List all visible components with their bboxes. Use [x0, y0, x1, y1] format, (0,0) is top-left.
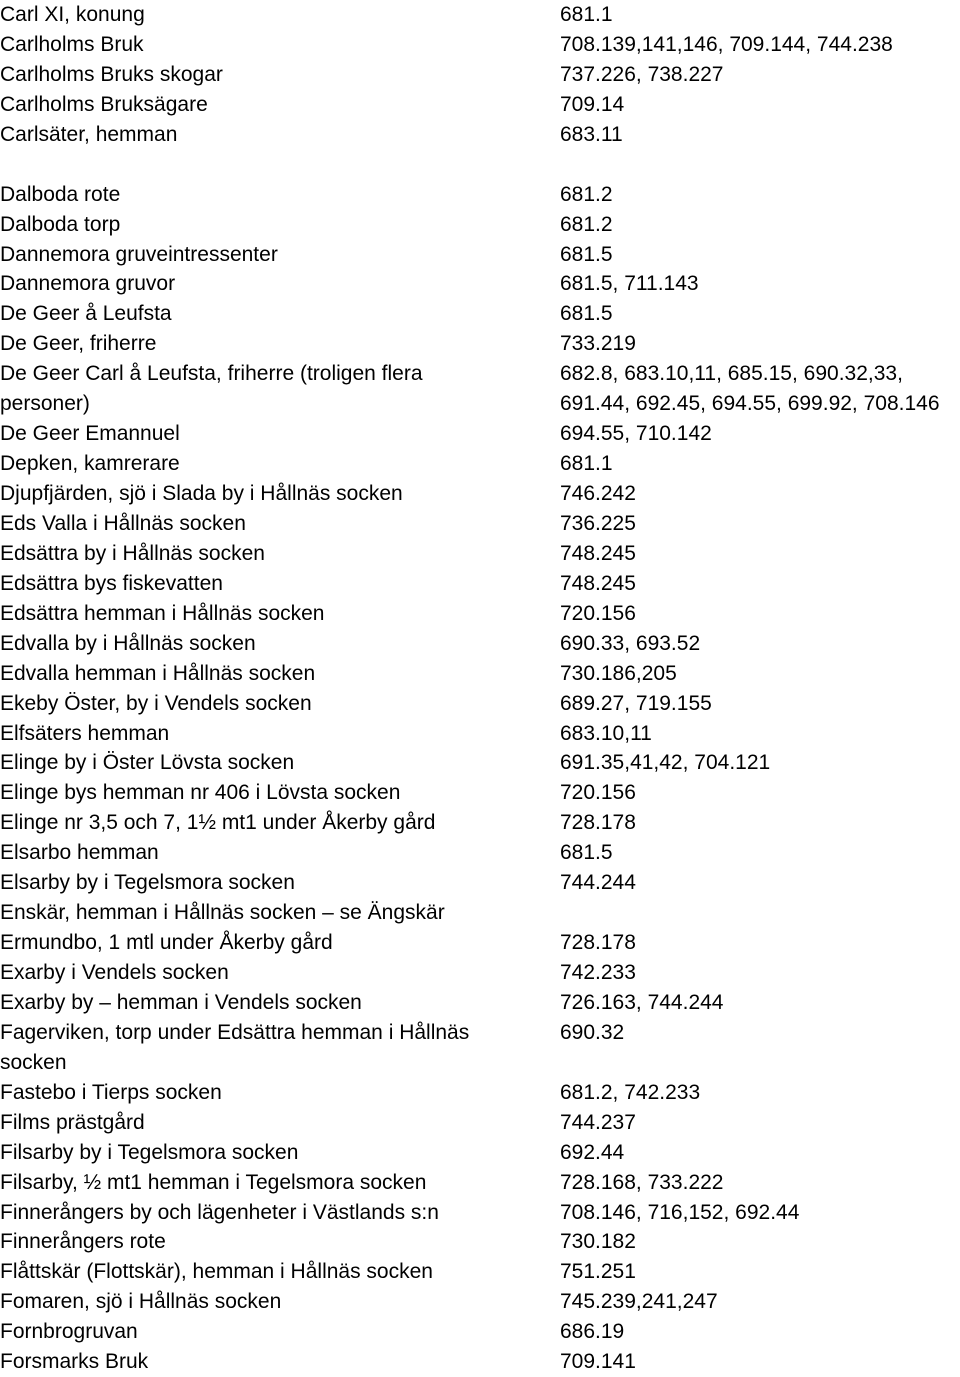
entry-reference: 751.251	[560, 1260, 636, 1284]
entry-reference: 737.226, 738.227	[560, 62, 724, 86]
index-entry	[0, 1257, 960, 1287]
entry-reference: 691.44, 692.45, 694.55, 699.92, 708.146	[560, 392, 940, 416]
entry-reference: 745.239,241,247	[560, 1290, 718, 1314]
index-entry	[0, 719, 960, 749]
entry-reference: 730.182	[560, 1230, 636, 1254]
index-entry	[0, 569, 960, 599]
index-entry	[0, 269, 960, 299]
index-entry	[0, 778, 960, 808]
entry-term: De Geer Emannuel	[0, 422, 180, 446]
index-entry	[0, 419, 960, 449]
index-entry	[0, 509, 960, 539]
entry-reference: 730.186,205	[560, 661, 677, 685]
index-entry	[0, 689, 960, 719]
index-entry	[0, 389, 960, 419]
entry-term: Elsarbo hemman	[0, 841, 159, 865]
entry-reference: 709.141	[560, 1350, 636, 1374]
entry-term: De Geer å Leufsta	[0, 302, 172, 326]
entry-reference: 748.245	[560, 571, 636, 595]
index-entry	[0, 329, 960, 359]
entry-term: Enskär, hemman i Hållnäs socken – se Ängskär	[0, 901, 445, 925]
entry-term: Fornbrogruvan	[0, 1320, 138, 1344]
entry-reference: 683.11	[560, 122, 623, 146]
index-entry	[0, 1018, 960, 1048]
entry-term: Elsarby by i Tegelsmora socken	[0, 871, 295, 895]
index-entry	[0, 748, 960, 778]
entry-term: Elinge by i Öster Lövsta socken	[0, 751, 295, 775]
entry-reference: 681.2, 742.233	[560, 1080, 701, 1104]
index-entry	[0, 988, 960, 1018]
entry-reference: 681.1	[560, 3, 613, 26]
entry-term: Carlholms Bruksägare	[0, 92, 208, 116]
entry-term: Edsättra by i Hållnäs socken	[0, 541, 265, 565]
index-entry	[0, 180, 960, 210]
entry-reference: 742.233	[560, 961, 636, 984]
entry-reference: 708.146, 716,152, 692.44	[560, 1200, 800, 1224]
entry-term: Edvalla hemman i Hållnäs socken	[0, 661, 316, 685]
entry-term: Flåttskär (Flottskär), hemman i Hållnäs socken	[0, 1260, 433, 1284]
entry-term: Carlholms Bruk	[0, 32, 144, 56]
index-entry	[0, 659, 960, 689]
entry-reference: 736.225	[560, 511, 636, 535]
entry-reference: 692.44	[560, 1140, 625, 1164]
index-entry	[0, 359, 960, 389]
entry-term: Fagerviken, torp under Edsättra hemman i Hållnäs	[0, 1020, 470, 1044]
index-entry	[0, 90, 960, 120]
entry-reference: 746.242	[560, 482, 636, 505]
entry-term: Carl XI, konung	[0, 3, 145, 26]
entry-term: Carlsäter, hemman	[0, 122, 178, 146]
entry-reference: 728.168, 733.222	[560, 1170, 724, 1194]
entry-reference: 690.33, 693.52	[560, 631, 701, 655]
index-entry	[0, 60, 960, 90]
entry-reference: 681.5, 711.143	[560, 272, 699, 296]
index-entry	[0, 928, 960, 958]
entry-reference: 681.1	[560, 452, 613, 476]
entry-reference: 709.14	[560, 92, 625, 116]
entry-reference: 682.8, 683.10,11, 685.15, 690.32,33,	[560, 362, 903, 386]
index-entry	[0, 240, 960, 270]
entry-term: Ekeby Öster, by i Vendels socken	[0, 691, 312, 715]
index-entry	[0, 1138, 960, 1168]
entry-reference: 681.2	[560, 212, 613, 236]
entry-term: Finnerångers rote	[0, 1230, 166, 1254]
entry-reference: 686.19	[560, 1320, 625, 1344]
entry-term: socken	[0, 1050, 67, 1074]
entry-reference: 728.178	[560, 931, 636, 955]
entry-reference: 728.178	[560, 811, 636, 835]
index-entry	[0, 1048, 960, 1078]
entry-term: Filsarby by i Tegelsmora socken	[0, 1140, 299, 1164]
entry-reference: 694.55, 710.142	[560, 422, 712, 446]
index-entry	[0, 1227, 960, 1257]
entry-reference: 689.27, 719.155	[560, 691, 712, 715]
entry-term: Exarby by – hemman i Vendels socken	[0, 990, 362, 1014]
entry-term: Dannemora gruveintressenter	[0, 242, 278, 266]
index-entry	[0, 0, 960, 30]
entry-reference: 681.5	[560, 302, 613, 326]
index-entry	[0, 479, 960, 509]
entry-reference: 681.2	[560, 182, 613, 206]
index-entry	[0, 808, 960, 838]
entry-term: Elinge nr 3,5 och 7, 1½ mt1 under Åkerby gård	[0, 811, 436, 835]
entry-term: Finnerångers by och lägenheter i Västlands s:n	[0, 1200, 439, 1224]
entry-term: Fomaren, sjö i Hållnäs socken	[0, 1290, 282, 1314]
entry-reference: 720.156	[560, 601, 636, 625]
entry-term: Edsättra bys fiskevatten	[0, 571, 223, 595]
entry-term: De Geer, friherre	[0, 332, 157, 356]
index-entry	[0, 120, 960, 150]
index-entry	[0, 1198, 960, 1228]
entry-term: Elinge bys hemman nr 406 i Lövsta socken	[0, 781, 401, 805]
entry-term: Dalboda rote	[0, 182, 121, 206]
index-entry	[0, 599, 960, 629]
index-entry	[0, 838, 960, 868]
index-spacer	[0, 150, 960, 180]
entry-reference: 720.156	[560, 781, 636, 805]
entry-reference: 744.237	[560, 1110, 636, 1134]
entry-term: Eds Valla i Hållnäs socken	[0, 511, 246, 535]
index-entry	[0, 1347, 960, 1377]
index-entry	[0, 210, 960, 240]
entry-reference: 681.5	[560, 841, 613, 865]
index-entry	[0, 449, 960, 479]
entry-reference: 744.244	[560, 871, 636, 895]
index-entry	[0, 299, 960, 329]
index-entry	[0, 1168, 960, 1198]
index-entry	[0, 868, 960, 898]
entry-term: De Geer Carl å Leufsta, friherre (troligen flera	[0, 362, 423, 386]
entry-term: Filsarby, ½ mt1 hemman i Tegelsmora socken	[0, 1170, 427, 1194]
entry-reference: 733.219	[560, 332, 636, 356]
entry-term: Djupfjärden, sjö i Slada by i Hållnäs socken	[0, 482, 403, 505]
entry-reference: 683.10,11	[560, 721, 652, 745]
entry-term: Fastebo i Tierps socken	[0, 1080, 222, 1104]
index-entry	[0, 1108, 960, 1138]
entry-term: Exarby i Vendels socken	[0, 961, 229, 984]
entry-term: Carlholms Bruks skogar	[0, 62, 223, 86]
entry-term: Forsmarks Bruk	[0, 1350, 149, 1374]
entry-reference: 691.35,41,42, 704.121	[560, 751, 771, 775]
index-entry	[0, 1317, 960, 1347]
index-entry	[0, 539, 960, 569]
index-entry	[0, 30, 960, 60]
index-entry	[0, 629, 960, 659]
entry-reference: 748.245	[560, 541, 636, 565]
entry-term: Edsättra hemman i Hållnäs socken	[0, 601, 325, 625]
index-entry	[0, 898, 960, 928]
entry-term: Ermundbo, 1 mtl under Åkerby gård	[0, 931, 333, 955]
entry-reference: 726.163, 744.244	[560, 990, 724, 1014]
index-entry	[0, 958, 960, 988]
entry-term: Depken, kamrerare	[0, 452, 180, 476]
entry-term: Edvalla by i Hållnäs socken	[0, 631, 256, 655]
index-entry	[0, 1287, 960, 1317]
entry-reference: 681.5	[560, 242, 613, 266]
entry-term: personer)	[0, 392, 90, 416]
entry-term: Dalboda torp	[0, 212, 121, 236]
entry-term: Elfsäters hemman	[0, 721, 170, 745]
index-entry	[0, 1078, 960, 1108]
entry-reference: 708.139,141,146, 709.144, 744.238	[560, 32, 893, 56]
entry-term: Dannemora gruvor	[0, 272, 176, 296]
entry-reference: 690.32	[560, 1020, 625, 1044]
entry-term: Films prästgård	[0, 1110, 145, 1134]
